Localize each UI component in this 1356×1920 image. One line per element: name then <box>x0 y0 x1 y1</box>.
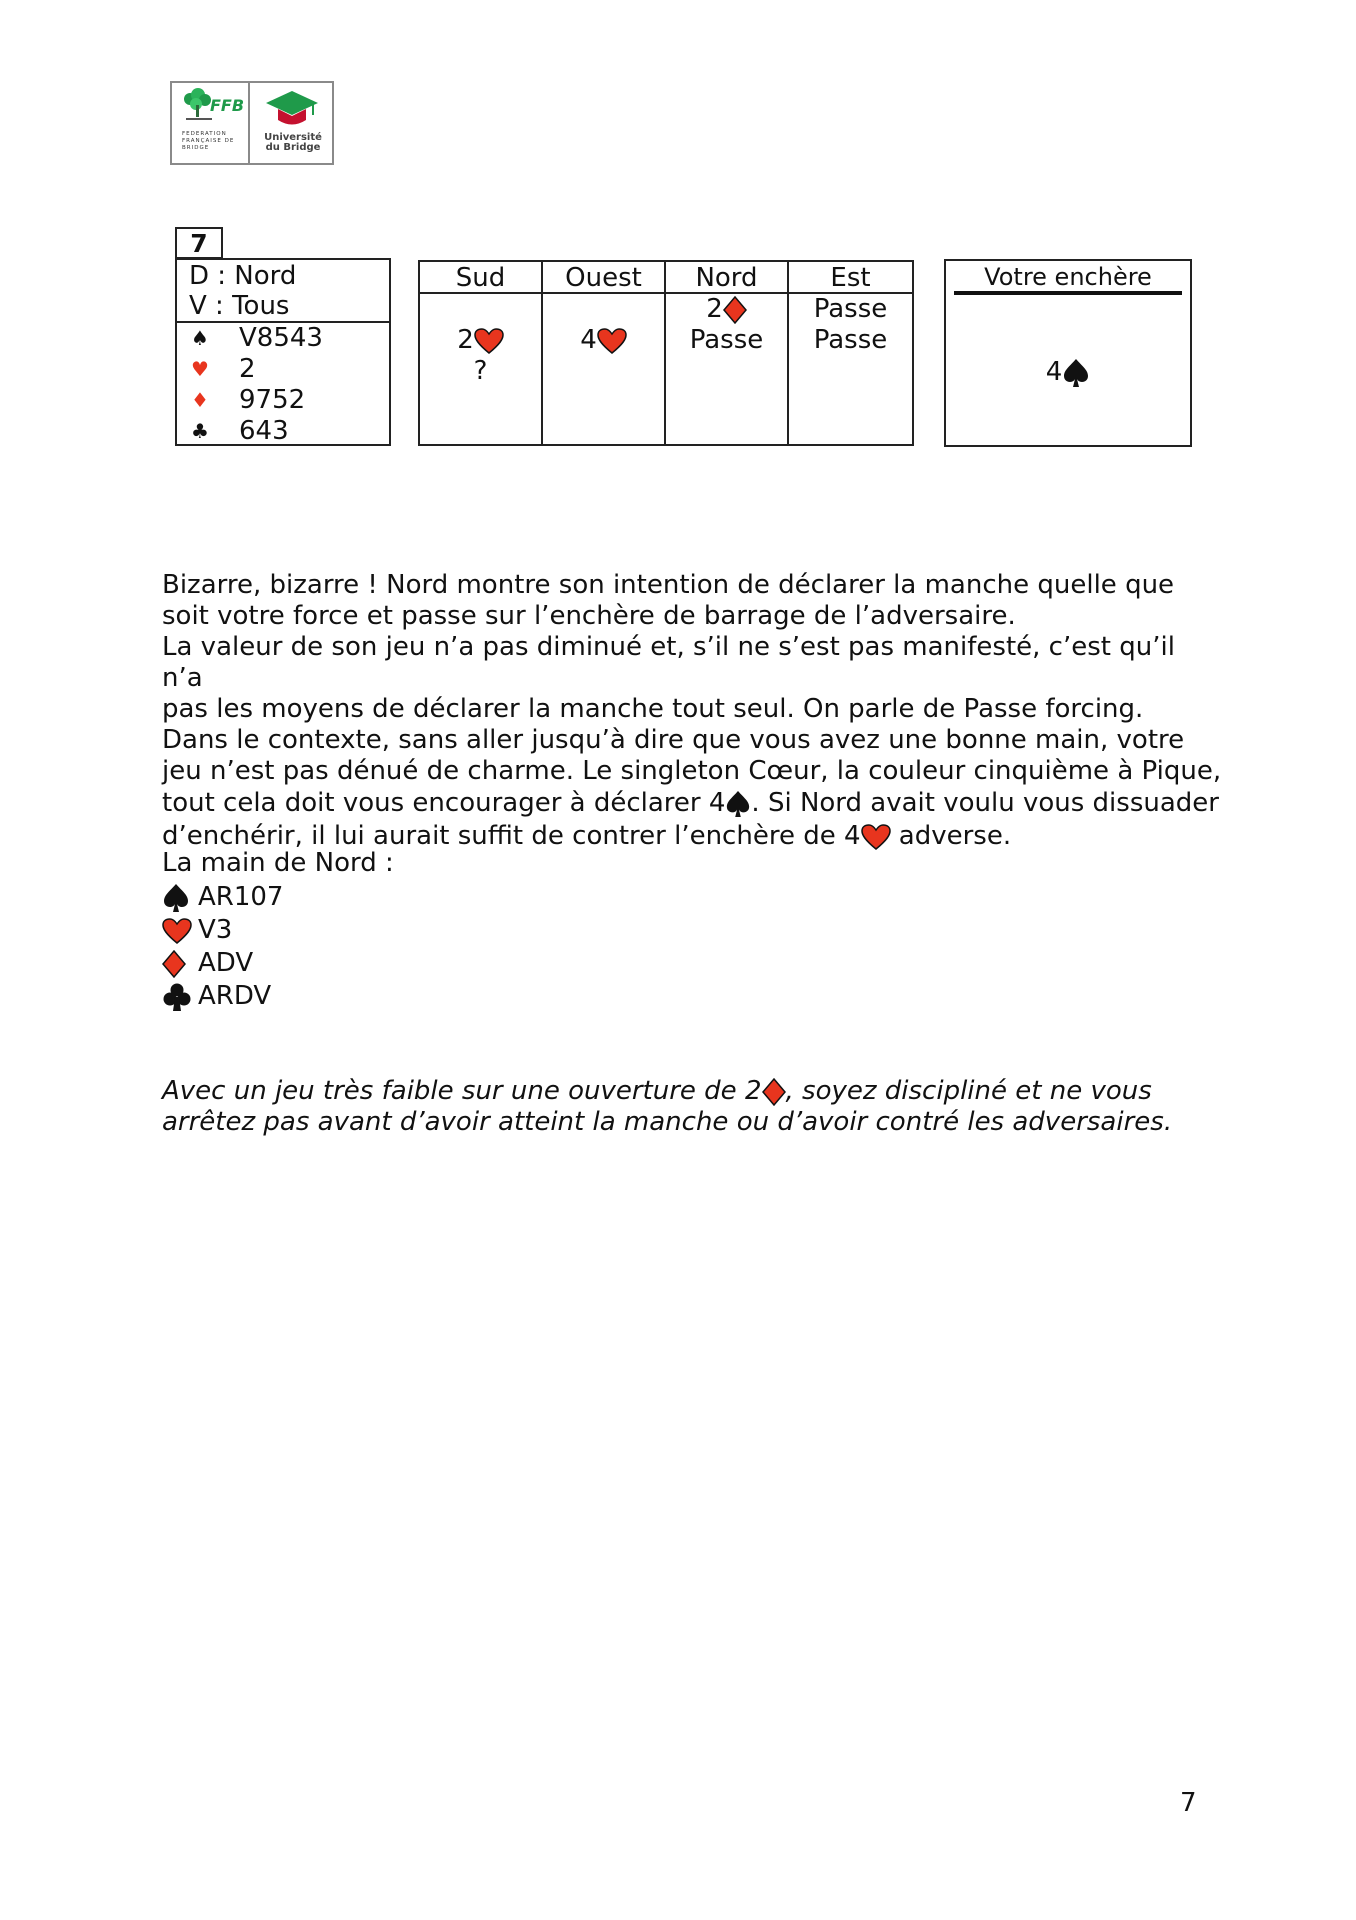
bid-column-est <box>789 262 912 444</box>
bid-est-1: Passe <box>813 294 888 324</box>
nord-hand-clubs <box>162 980 1222 1013</box>
spade-icon <box>1062 358 1090 388</box>
hand-row-hearts <box>177 354 389 385</box>
text-line <box>162 787 1222 820</box>
diamond-icon <box>723 296 747 324</box>
heart-icon <box>474 328 504 354</box>
bidding-table <box>418 260 914 446</box>
text-line: soit votre force et passe sur l’enchère de barrage de l’adversaire. <box>162 601 1016 631</box>
hand-cards: V8543 <box>239 323 323 353</box>
bid-nord-2: Passe <box>689 325 764 355</box>
text-segment: , soyez discipliné et ne vous <box>785 1076 1152 1106</box>
ffb-logo <box>172 83 250 163</box>
text-segment: adverse. <box>890 821 1012 851</box>
bid-header-nord: Nord <box>666 262 787 294</box>
bid-est-2: Passe <box>813 325 888 355</box>
text-segment: Avec un jeu très faible sur une ouverture de 2 <box>162 1076 762 1106</box>
text-segment: d’enchérir, il lui aurait suffit de contrer l’enchère de 4 <box>162 821 861 851</box>
nord-cards: V3 <box>198 915 233 945</box>
spade-icon: ♠ <box>191 326 209 350</box>
bid-column-sud <box>420 262 543 444</box>
bid-sud-2: ? <box>473 356 488 386</box>
text-line: jeu n’est pas dénué de charme. Le singleton Cœur, la couleur cinquième à Pique, <box>162 756 1222 786</box>
heart-icon <box>597 328 627 354</box>
ffb-subtitle: FEDERATION FRANÇAISE DE BRIDGE <box>182 131 235 151</box>
ffb-tree-icon <box>174 85 246 131</box>
text-line: pas les moyens de déclarer la manche tout seul. On parle de Passe forcing. <box>162 694 1144 724</box>
hand-row-clubs <box>177 416 389 447</box>
graduation-cap-icon <box>264 89 320 131</box>
heart-icon <box>162 918 192 944</box>
diamond-icon <box>162 950 186 978</box>
bid-header-sud: Sud <box>420 262 541 294</box>
bid-header-est: Est <box>789 262 912 294</box>
bid-level: 2 <box>706 294 723 324</box>
club-icon <box>162 982 192 1012</box>
spade-icon <box>162 883 190 913</box>
text-line: Bizarre, bizarre ! Nord montre son intention de déclarer la manche quelle que <box>162 570 1175 600</box>
university-name <box>254 133 332 153</box>
answer-box <box>944 259 1192 447</box>
logo <box>170 81 334 165</box>
diamond-icon: ♦ <box>191 388 209 412</box>
deal-number: 7 <box>175 227 223 259</box>
nord-hand-title: La main de Nord : <box>162 848 394 878</box>
hand-row-diamonds <box>177 385 389 416</box>
bid-column-ouest <box>543 262 666 444</box>
nord-cards: AR107 <box>198 882 284 912</box>
hand-cards: 2 <box>239 354 256 384</box>
dealer-label: D : Nord <box>189 261 297 291</box>
heart-icon: ♥ <box>191 357 209 381</box>
hand-header <box>177 260 389 323</box>
nord-hand-diamonds <box>162 947 1222 980</box>
nord-hand-hearts <box>162 914 1222 947</box>
bid-sud-1 <box>420 325 541 356</box>
text-line: Dans le contexte, sans aller jusqu’à dire que vous avez une bonne main, votre <box>162 725 1185 755</box>
vulnerability-label: V : Tous <box>189 291 290 321</box>
page-number: 7 <box>1180 1788 1197 1818</box>
text-line: La valeur de son jeu n’a pas diminué et, s’il ne s’est pas manifesté, c’est qu’il n’a <box>162 632 1175 693</box>
ffb-letters: FFB <box>210 96 245 115</box>
nord-hand-spades <box>162 881 1222 914</box>
hand-row-spades <box>177 323 389 354</box>
bid-level: 2 <box>457 325 474 355</box>
bid-level: 4 <box>580 325 597 355</box>
spade-icon <box>725 790 751 818</box>
answer-value <box>946 357 1190 388</box>
nord-cards: ADV <box>198 948 254 978</box>
university-logo <box>250 83 332 163</box>
hand-cards: 9752 <box>239 385 306 415</box>
text-line: arrêtez pas avant d’avoir atteint la manche ou d’avoir contré les adversaires. <box>162 1107 1173 1137</box>
text-segment: tout cela doit vous encourager à déclarer 4 <box>162 788 726 818</box>
explanation-paragraph <box>162 570 1222 853</box>
hand-cards: 643 <box>239 416 289 446</box>
text-segment: . Si Nord avait voulu vous dissuader <box>751 788 1219 818</box>
bid-ouest-1 <box>543 325 664 356</box>
answer-header: Votre enchère <box>954 261 1182 295</box>
diamond-icon <box>762 1078 786 1106</box>
university-line1: Université <box>264 132 322 143</box>
nord-cards: ARDV <box>198 981 272 1011</box>
bid-column-nord <box>666 262 789 444</box>
text-line <box>162 1076 1222 1107</box>
bid-nord-1 <box>666 294 787 325</box>
heart-icon <box>861 824 891 850</box>
conclusion-paragraph <box>162 1076 1222 1138</box>
south-hand-box <box>175 258 391 446</box>
answer-level: 4 <box>1045 357 1063 387</box>
university-line2: du Bridge <box>265 142 321 153</box>
club-icon: ♣ <box>191 419 209 443</box>
bid-header-ouest: Ouest <box>543 262 664 294</box>
nord-hand-section <box>162 848 1222 1013</box>
